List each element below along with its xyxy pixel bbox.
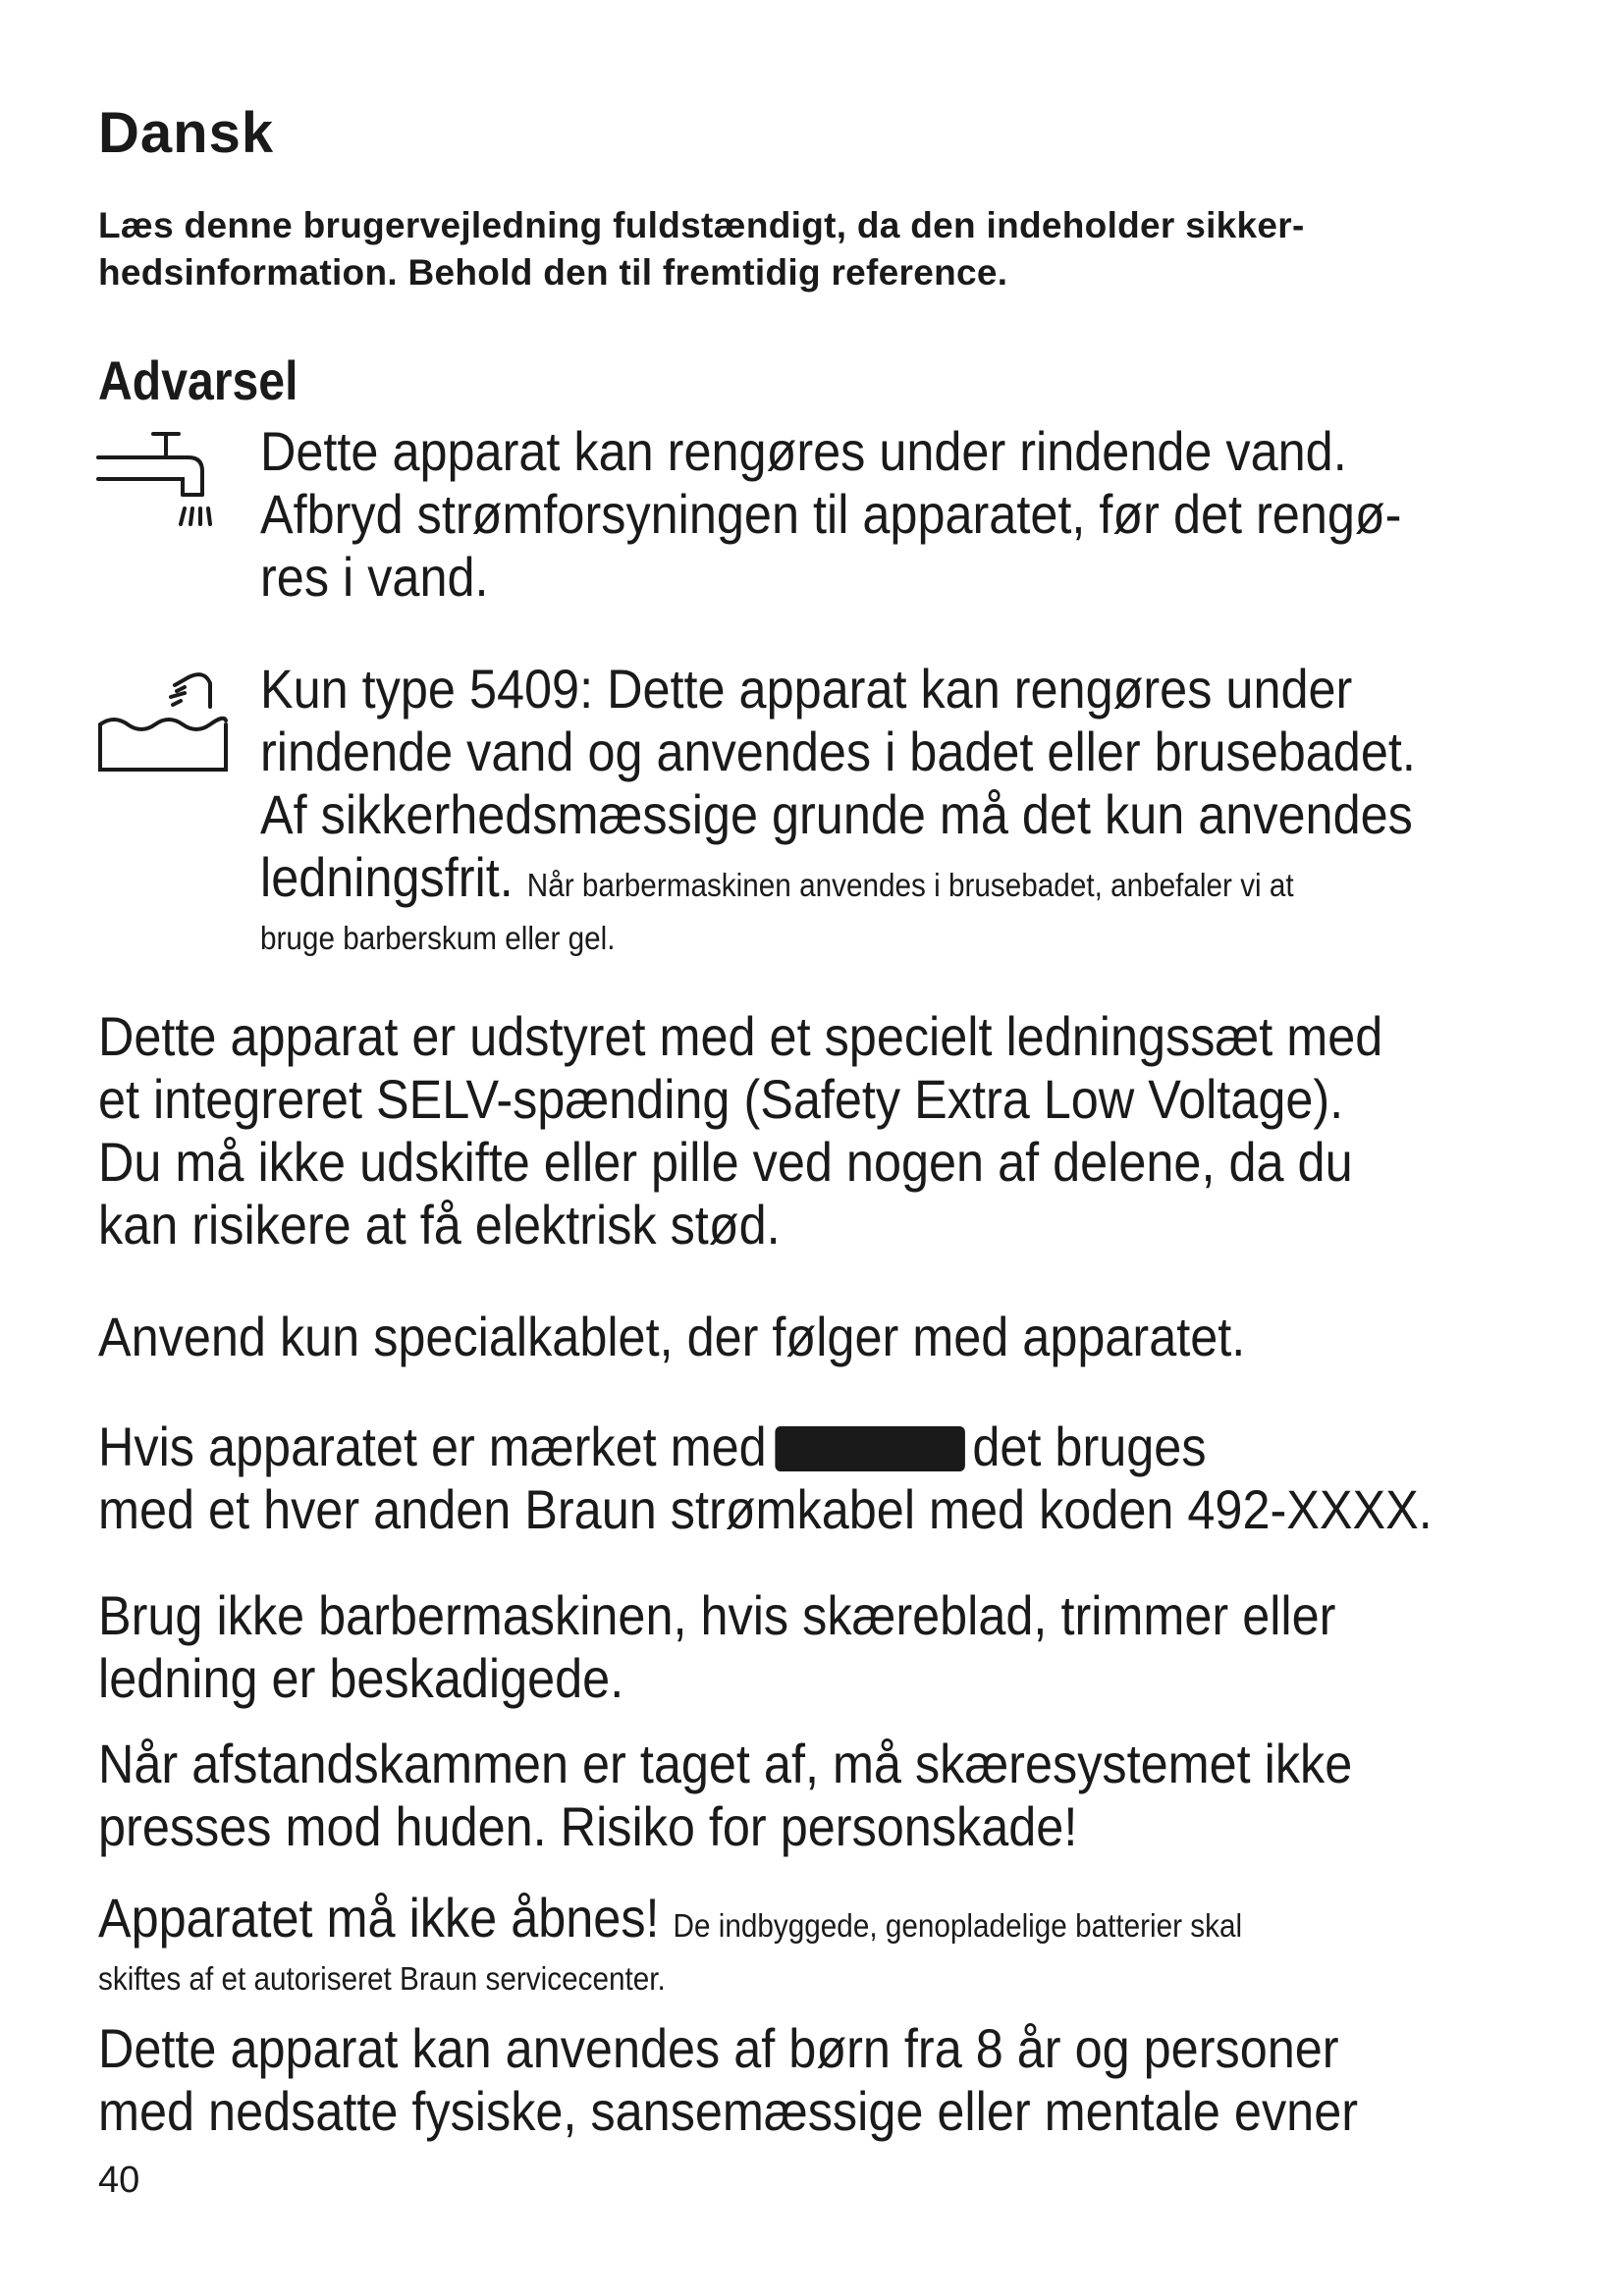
intro-line: Læs denne brugervejledning fuldstændigt, da den indeholder sikker- <box>98 205 1305 245</box>
warning-heading: Advarsel <box>98 349 298 411</box>
text-line: presses mod huden. Risiko for personskade! <box>98 1795 1078 1857</box>
text-line: Når afstandskammen er taget af, må skæresystemet ikke <box>98 1733 1353 1794</box>
tap-warning-text <box>260 420 1529 609</box>
comb-paragraph <box>98 1733 1491 1858</box>
selv-paragraph <box>98 1005 1526 1256</box>
open-paragraph <box>98 1887 1370 2001</box>
intro-notice <box>98 202 1551 296</box>
mixed-line <box>260 846 1416 917</box>
page-title: Dansk <box>98 101 275 165</box>
text-line: Dette apparat kan rengøres under rindende vand. <box>260 420 1347 482</box>
water-tap-icon <box>94 428 224 546</box>
text-segment: det bruges <box>972 1415 1207 1477</box>
shower-bath-icon <box>94 667 232 777</box>
page-number: 40 <box>98 2160 140 2201</box>
text-segment: Hvis apparatet er mærket med <box>98 1415 767 1477</box>
text-line: rindende vand og anvendes i badet eller brusebadet. <box>260 721 1416 782</box>
marked-paragraph <box>98 1415 1581 1541</box>
redaction-mark <box>776 1426 965 1471</box>
text-line: ledning er beskadigede. <box>98 1647 624 1709</box>
text-line-small: bruge barberskum eller gel. <box>260 920 616 956</box>
text-line: Brug ikke barbermaskinen, hvis skæreblad, trimmer eller <box>98 1584 1336 1646</box>
bath-warning-text <box>260 658 1544 960</box>
text-small: De indbyggede, genopladelige batterier skal <box>673 1907 1243 1944</box>
text-line: Anvend kun specialkablet, der følger med apparatet. <box>98 1306 1246 1367</box>
text-big: Apparatet må ikke åbnes! <box>98 1887 660 1949</box>
mixed-line <box>98 1887 1242 1957</box>
text-line-small: skiftes af et autoriseret Braun servicecenter. <box>98 1960 666 1997</box>
cable-paragraph <box>98 1306 1373 1368</box>
text-line: med nedsatte fysiske, sansemæssige eller mentale evner <box>98 2080 1359 2142</box>
text-line: Dette apparat kan anvendes af børn fra 8 år og personer <box>98 2017 1339 2079</box>
text-line: med et hver anden Braun strømkabel med koden 492-XXXX. <box>98 1478 1433 1540</box>
damaged-paragraph <box>98 1584 1474 1710</box>
text-line: kan risikere at få elektrisk stød. <box>98 1194 781 1255</box>
intro-line: hedsinformation. Behold den til fremtidig reference. <box>98 252 1008 293</box>
text-line: res i vand. <box>260 546 489 608</box>
text-big: ledningsfrit. <box>260 846 514 908</box>
children-paragraph <box>98 2017 1498 2143</box>
text-line: Du må ikke udskifte eller pille ved nogen af delene, da du <box>98 1131 1353 1193</box>
text-small: Når barbermaskinen anvendes i brusebadet, anbefaler vi at <box>526 867 1294 903</box>
text-line: et integreret SELV-spænding (Safety Extra Low Voltage). <box>98 1068 1344 1130</box>
text-line: Afbryd strømforsyningen til apparatet, før det rengø- <box>260 483 1402 545</box>
text-line: Af sikkerhedsmæssige grunde må det kun anvendes <box>260 783 1413 845</box>
text-line: Dette apparat er udstyret med et specielt ledningssæt med <box>98 1005 1383 1067</box>
mixed-line <box>98 1415 1433 1478</box>
text-line: Kun type 5409: Dette apparat kan rengøres under <box>260 658 1353 720</box>
